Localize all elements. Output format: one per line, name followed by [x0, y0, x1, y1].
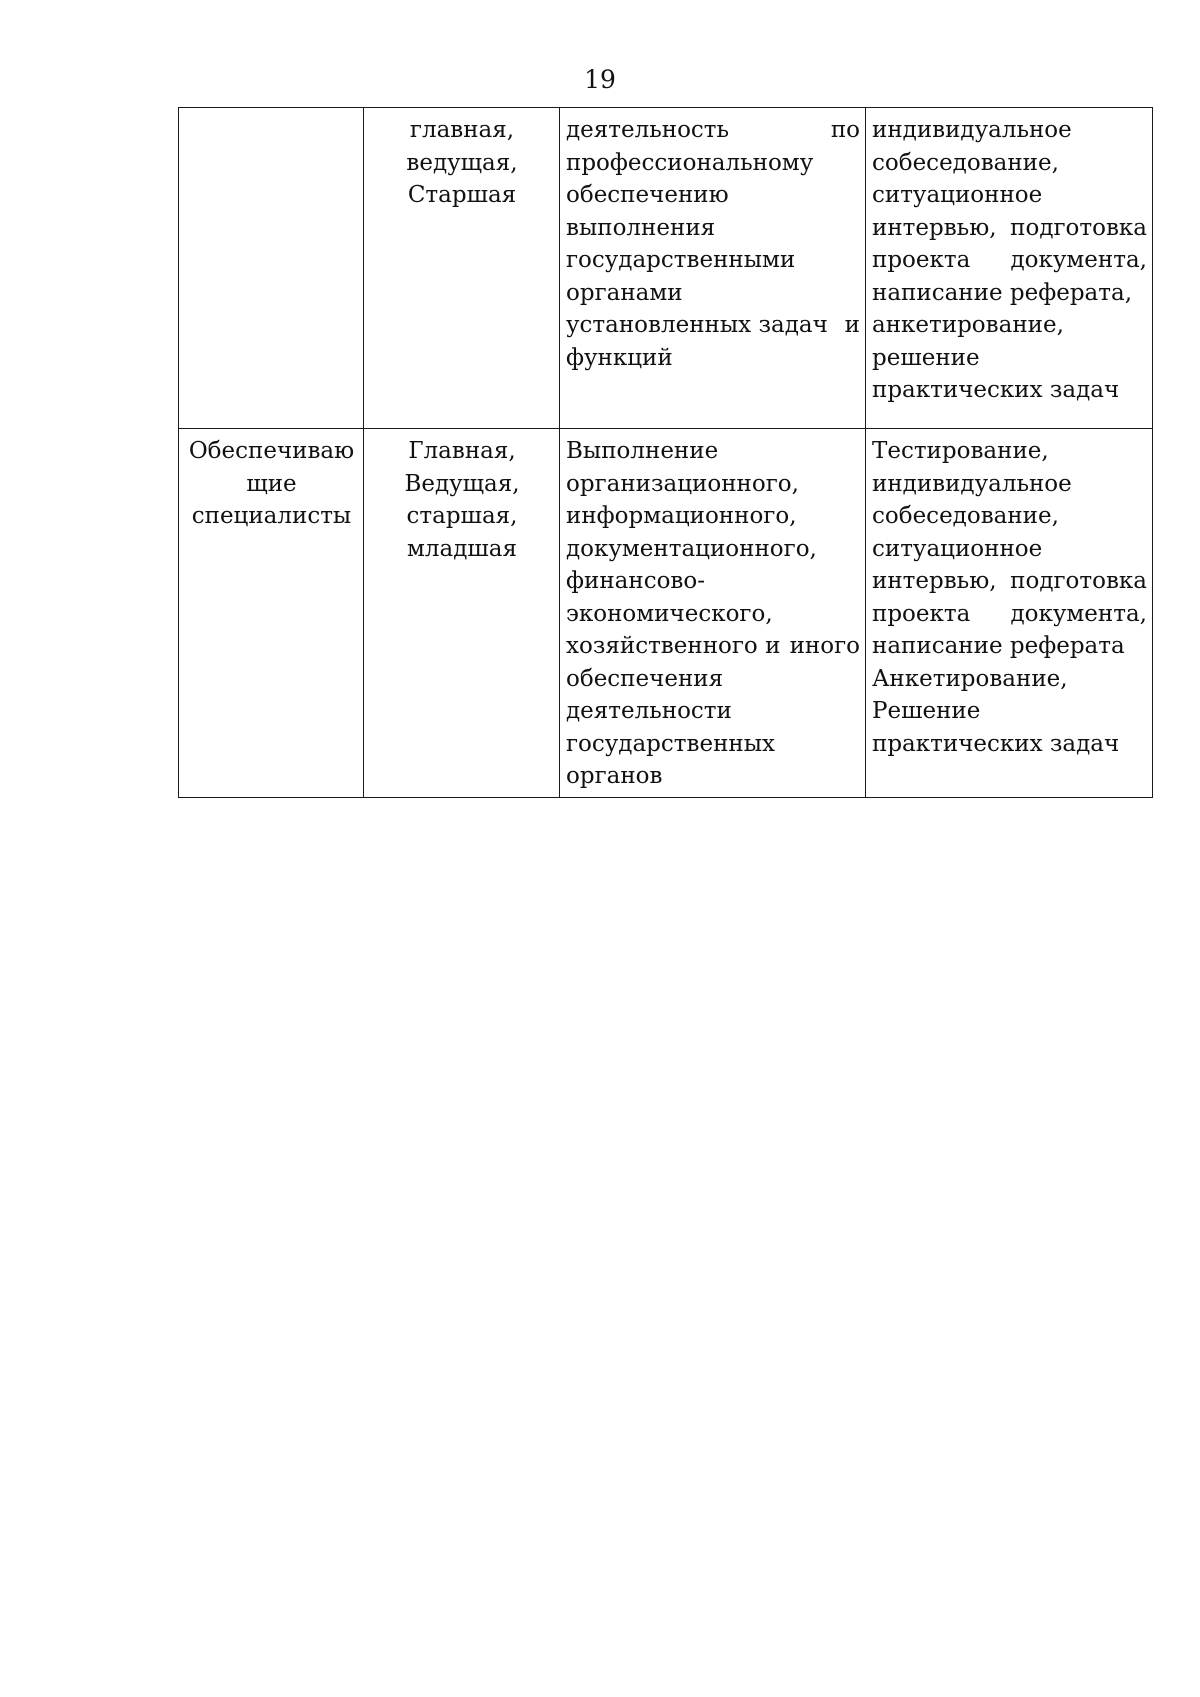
method-line: практических задач — [872, 377, 1120, 403]
activity-line: финансово- — [566, 568, 705, 594]
method-word: проекта — [872, 247, 971, 273]
activity-line: экономического, — [566, 600, 773, 627]
activity-line: организационного, — [566, 470, 799, 497]
activity-line: Выполнение — [566, 438, 719, 464]
category-line: щие — [246, 470, 297, 497]
groups-cell — [364, 108, 560, 429]
activity-line — [566, 630, 860, 663]
method-line: ситуационное — [872, 182, 1043, 208]
method-line — [872, 598, 1147, 631]
activity-word: и — [844, 312, 860, 338]
group-item: Главная, — [408, 438, 516, 464]
activity-line: деятельности — [566, 698, 732, 724]
table-row — [179, 108, 1153, 429]
method-line: Тестирование, — [872, 438, 1049, 464]
activity-word: по — [830, 117, 860, 143]
activity-word: деятельность — [566, 117, 730, 143]
activity-line: функций — [566, 344, 673, 371]
method-line: написание реферата — [872, 633, 1125, 659]
activity-word: установленных задач — [566, 312, 828, 338]
category-cell — [179, 108, 364, 429]
activity-line: информационного, — [566, 503, 797, 529]
methods-cell — [866, 108, 1153, 429]
activity-line — [566, 114, 860, 147]
category-cell — [179, 429, 364, 798]
activity-line: обеспечения — [566, 665, 724, 692]
methods-cell — [866, 429, 1153, 798]
method-line: написание реферата, — [872, 279, 1133, 306]
activity-line: государственными — [566, 247, 796, 273]
activity-word: иного — [789, 633, 860, 659]
activity-line: государственных — [566, 730, 776, 757]
group-item: Ведущая, — [404, 470, 520, 497]
activity-line — [566, 309, 860, 342]
method-line: собеседование, — [872, 503, 1059, 529]
method-word: документа, — [1010, 247, 1147, 273]
activity-word: хозяйственного и — [566, 633, 781, 659]
activity-line: органами — [566, 279, 683, 306]
method-line: ситуационное — [872, 535, 1043, 562]
category-line: специалисты — [191, 503, 352, 529]
method-line: индивидуальное — [872, 117, 1072, 143]
activity-line: документационного, — [566, 535, 817, 562]
method-word: интервью, — [872, 568, 997, 594]
category-line: Обеспечиваю — [188, 438, 355, 464]
method-line — [872, 565, 1147, 598]
activity-line: органов — [566, 763, 663, 789]
method-line: решение — [872, 344, 980, 371]
group-item: ведущая, — [406, 149, 518, 176]
activity-line: профессиональному — [566, 149, 814, 176]
group-item: младшая — [407, 535, 517, 562]
table-row — [179, 429, 1153, 798]
group-item: старшая, — [406, 503, 518, 529]
method-line — [872, 212, 1147, 245]
method-line: индивидуальное — [872, 470, 1072, 497]
groups-cell — [364, 429, 560, 798]
page-number: 19 — [584, 65, 616, 94]
method-line: собеседование, — [872, 149, 1059, 176]
method-line: Решение — [872, 698, 981, 724]
activity-line: выполнения — [566, 214, 716, 241]
method-line — [872, 244, 1147, 277]
method-word: интервью, — [872, 214, 997, 241]
activity-cell — [560, 429, 866, 798]
method-word: документа, — [1010, 600, 1147, 627]
method-line: Анкетирование, — [872, 665, 1068, 692]
method-word: подготовка — [1010, 568, 1147, 594]
group-item: главная, — [409, 117, 515, 143]
activity-cell — [560, 108, 866, 429]
method-word: подготовка — [1010, 214, 1147, 241]
activity-line: обеспечению — [566, 182, 729, 208]
method-word: проекта — [872, 600, 971, 627]
group-item: Старшая — [407, 182, 517, 208]
requirements-table — [178, 107, 1153, 798]
method-line: анкетирование, — [872, 312, 1064, 338]
method-line: практических задач — [872, 730, 1120, 757]
